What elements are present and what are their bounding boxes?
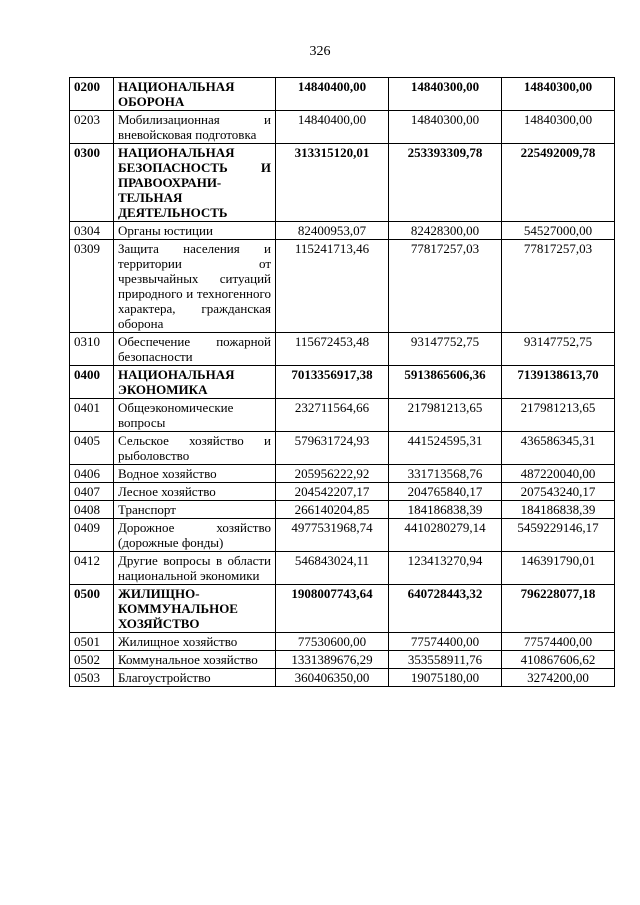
row-value-3: 14840300,00 xyxy=(502,78,615,111)
row-value-3: 410867606,62 xyxy=(502,651,615,669)
row-value-3: 5459229146,17 xyxy=(502,519,615,552)
row-value-1: 115241713,46 xyxy=(276,240,389,333)
row-name: Общеэкономические вопросы xyxy=(114,399,276,432)
row-code: 0304 xyxy=(70,222,114,240)
row-value-3: 207543240,17 xyxy=(502,483,615,501)
row-value-2: 441524595,31 xyxy=(389,432,502,465)
table-row xyxy=(70,651,615,669)
table-row xyxy=(70,222,615,240)
row-name: Лесное хозяйство xyxy=(114,483,276,501)
row-code: 0412 xyxy=(70,552,114,585)
row-value-2: 640728443,32 xyxy=(389,585,502,633)
row-code: 0310 xyxy=(70,333,114,366)
row-name: ЖИЛИЩНО-КОММУНАЛЬНОЕ ХОЗЯЙСТВО xyxy=(114,585,276,633)
row-value-2: 123413270,94 xyxy=(389,552,502,585)
row-value-1: 14840400,00 xyxy=(276,78,389,111)
row-value-1: 579631724,93 xyxy=(276,432,389,465)
row-value-1: 205956222,92 xyxy=(276,465,389,483)
row-name: Дорожное хозяйство (дорожные фонды) xyxy=(114,519,276,552)
table-row xyxy=(70,333,615,366)
row-value-2: 14840300,00 xyxy=(389,111,502,144)
row-value-2: 77574400,00 xyxy=(389,633,502,651)
row-value-3: 3274200,00 xyxy=(502,669,615,687)
table-row xyxy=(70,465,615,483)
row-name: Мобилизационная и вневойсковая подготовка xyxy=(114,111,276,144)
row-value-3: 184186838,39 xyxy=(502,501,615,519)
row-code: 0406 xyxy=(70,465,114,483)
row-name: Обеспечение пожарной безопасности xyxy=(114,333,276,366)
row-code: 0408 xyxy=(70,501,114,519)
row-value-3: 7139138613,70 xyxy=(502,366,615,399)
row-code: 0405 xyxy=(70,432,114,465)
row-value-1: 77530600,00 xyxy=(276,633,389,651)
row-value-3: 14840300,00 xyxy=(502,111,615,144)
row-code: 0500 xyxy=(70,585,114,633)
row-value-1: 546843024,11 xyxy=(276,552,389,585)
row-name: НАЦИОНАЛЬНАЯ БЕЗОПАСНОСТЬ И ПРАВООХРАНИ-ТЕЛЬНАЯ ДЕЯТЕЛЬНОСТЬ xyxy=(114,144,276,222)
row-code: 0502 xyxy=(70,651,114,669)
row-value-2: 19075180,00 xyxy=(389,669,502,687)
table-row xyxy=(70,78,615,111)
table-row xyxy=(70,519,615,552)
row-value-1: 14840400,00 xyxy=(276,111,389,144)
row-value-1: 1908007743,64 xyxy=(276,585,389,633)
row-name: Сельское хозяйство и рыболовство xyxy=(114,432,276,465)
row-name: Жилищное хозяйство xyxy=(114,633,276,651)
table-row xyxy=(70,552,615,585)
row-name: Органы юстиции xyxy=(114,222,276,240)
row-code: 0200 xyxy=(70,78,114,111)
row-code: 0300 xyxy=(70,144,114,222)
row-value-3: 217981213,65 xyxy=(502,399,615,432)
table-row xyxy=(70,366,615,399)
row-name: Коммунальное хозяйство xyxy=(114,651,276,669)
table-row xyxy=(70,633,615,651)
row-value-3: 146391790,01 xyxy=(502,552,615,585)
row-name: Водное хозяйство xyxy=(114,465,276,483)
row-value-1: 7013356917,38 xyxy=(276,366,389,399)
row-name: НАЦИОНАЛЬНАЯ ЭКОНОМИКА xyxy=(114,366,276,399)
row-code: 0503 xyxy=(70,669,114,687)
row-value-2: 353558911,76 xyxy=(389,651,502,669)
table-row xyxy=(70,483,615,501)
row-value-3: 54527000,00 xyxy=(502,222,615,240)
row-value-3: 225492009,78 xyxy=(502,144,615,222)
row-value-1: 204542207,17 xyxy=(276,483,389,501)
row-name: НАЦИОНАЛЬНАЯ ОБОРОНА xyxy=(114,78,276,111)
row-code: 0409 xyxy=(70,519,114,552)
budget-table-body xyxy=(70,78,615,687)
row-value-1: 232711564,66 xyxy=(276,399,389,432)
row-name: Другие вопросы в области национальной экономики xyxy=(114,552,276,585)
row-value-2: 77817257,03 xyxy=(389,240,502,333)
row-value-3: 796228077,18 xyxy=(502,585,615,633)
table-row xyxy=(70,399,615,432)
row-name: Благоустройство xyxy=(114,669,276,687)
row-value-2: 93147752,75 xyxy=(389,333,502,366)
row-value-2: 5913865606,36 xyxy=(389,366,502,399)
table-row xyxy=(70,585,615,633)
row-value-2: 253393309,78 xyxy=(389,144,502,222)
table-row xyxy=(70,240,615,333)
row-value-3: 93147752,75 xyxy=(502,333,615,366)
row-value-2: 217981213,65 xyxy=(389,399,502,432)
row-value-1: 1331389676,29 xyxy=(276,651,389,669)
row-name: Защита населения и территории от чрезвычайных ситуаций природного и техногенного характера, гражданская оборона xyxy=(114,240,276,333)
row-code: 0407 xyxy=(70,483,114,501)
row-value-2: 82428300,00 xyxy=(389,222,502,240)
row-code: 0400 xyxy=(70,366,114,399)
row-value-3: 436586345,31 xyxy=(502,432,615,465)
row-value-1: 4977531968,74 xyxy=(276,519,389,552)
row-value-1: 360406350,00 xyxy=(276,669,389,687)
table-row xyxy=(70,144,615,222)
table-row xyxy=(70,432,615,465)
row-value-2: 14840300,00 xyxy=(389,78,502,111)
row-value-1: 115672453,48 xyxy=(276,333,389,366)
row-name: Транспорт xyxy=(114,501,276,519)
row-code: 0203 xyxy=(70,111,114,144)
table-row xyxy=(70,501,615,519)
row-value-2: 204765840,17 xyxy=(389,483,502,501)
row-value-1: 266140204,85 xyxy=(276,501,389,519)
row-value-3: 77817257,03 xyxy=(502,240,615,333)
row-value-1: 82400953,07 xyxy=(276,222,389,240)
row-value-3: 487220040,00 xyxy=(502,465,615,483)
row-value-2: 4410280279,14 xyxy=(389,519,502,552)
table-row xyxy=(70,669,615,687)
row-code: 0309 xyxy=(70,240,114,333)
row-value-2: 184186838,39 xyxy=(389,501,502,519)
row-value-2: 331713568,76 xyxy=(389,465,502,483)
page-number: 326 xyxy=(309,44,331,59)
row-value-1: 313315120,01 xyxy=(276,144,389,222)
row-code: 0501 xyxy=(70,633,114,651)
table-row xyxy=(70,111,615,144)
row-value-3: 77574400,00 xyxy=(502,633,615,651)
budget-table xyxy=(69,77,615,687)
row-code: 0401 xyxy=(70,399,114,432)
